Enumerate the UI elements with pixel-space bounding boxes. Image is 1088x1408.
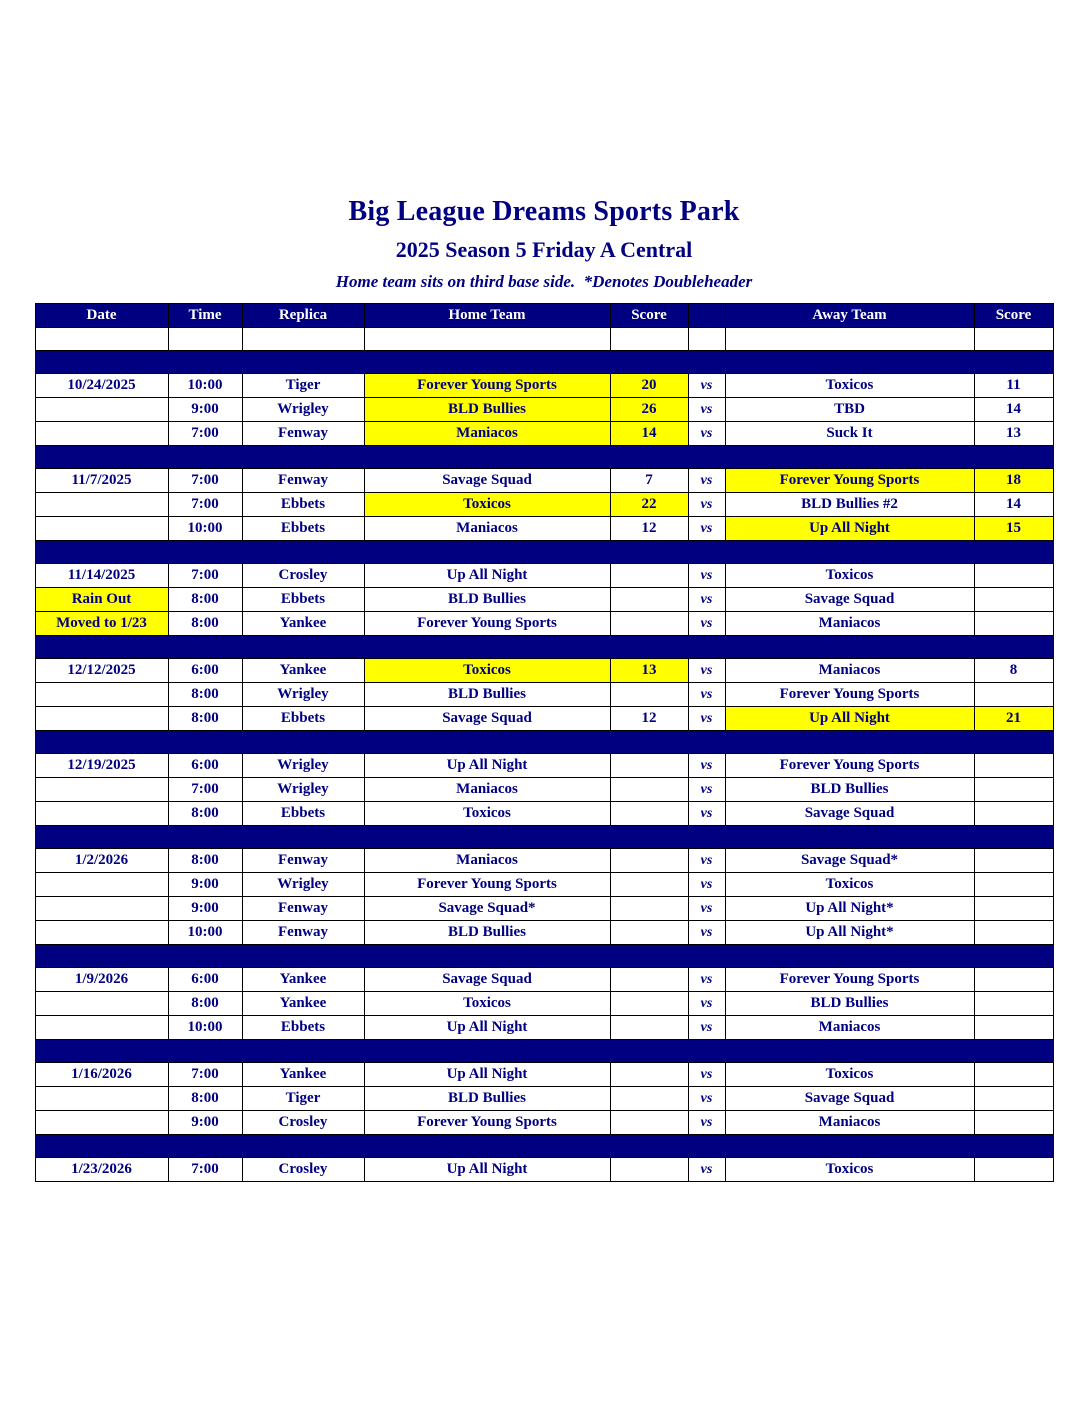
game-row	[35, 612, 1053, 636]
away-score-cell: 14	[974, 493, 1053, 517]
separator-row	[35, 541, 1053, 564]
table-header-row	[35, 304, 1053, 328]
replica-cell: Ebbets	[242, 1016, 364, 1040]
home-team-cell: Maniacos	[364, 422, 610, 446]
date-cell: 1/23/2026	[35, 1158, 168, 1182]
game-row	[35, 873, 1053, 897]
page-header	[0, 0, 1088, 292]
date-cell	[35, 1016, 168, 1040]
home-score-cell	[610, 778, 688, 802]
away-score-cell	[974, 1063, 1053, 1087]
home-score-cell	[610, 1158, 688, 1182]
away-score-cell: 14	[974, 398, 1053, 422]
home-score-cell	[610, 612, 688, 636]
time-cell: 10:00	[168, 921, 242, 945]
date-cell	[35, 398, 168, 422]
home-score-cell: 7	[610, 469, 688, 493]
home-score-cell	[610, 802, 688, 826]
time-cell: 10:00	[168, 517, 242, 541]
home-score-cell: 26	[610, 398, 688, 422]
separator-cell	[35, 541, 1053, 564]
home-team-cell: Forever Young Sports	[364, 1111, 610, 1135]
replica-cell: Fenway	[242, 422, 364, 446]
time-cell: 10:00	[168, 1016, 242, 1040]
home-score-cell: 22	[610, 493, 688, 517]
date-cell: Moved to 1/23	[35, 612, 168, 636]
vs-cell: vs	[688, 517, 725, 541]
vs-cell: vs	[688, 897, 725, 921]
away-team-cell: Forever Young Sports	[725, 754, 974, 778]
game-row	[35, 754, 1053, 778]
home-team-cell: Forever Young Sports	[364, 374, 610, 398]
away-score-cell	[974, 612, 1053, 636]
away-score-cell: 13	[974, 422, 1053, 446]
page-subtitle: 2025 Season 5 Friday A Central	[395, 237, 693, 262]
vs-cell: vs	[688, 398, 725, 422]
away-team-cell: Maniacos	[725, 659, 974, 683]
replica-cell: Fenway	[242, 921, 364, 945]
away-team-cell: Savage Squad*	[725, 849, 974, 873]
game-row	[35, 968, 1053, 992]
time-cell	[168, 328, 242, 351]
home-score-cell	[610, 1016, 688, 1040]
home-team-cell: BLD Bullies	[364, 921, 610, 945]
replica-cell: Wrigley	[242, 398, 364, 422]
vs-cell: vs	[688, 564, 725, 588]
time-cell: 8:00	[168, 992, 242, 1016]
home-team-cell: Toxicos	[364, 802, 610, 826]
home-team-cell: Maniacos	[364, 849, 610, 873]
replica-cell: Wrigley	[242, 778, 364, 802]
home-team-cell: BLD Bullies	[364, 1087, 610, 1111]
game-row	[35, 588, 1053, 612]
vs-cell: vs	[688, 659, 725, 683]
date-cell	[35, 493, 168, 517]
date-cell: 1/16/2026	[35, 1063, 168, 1087]
away-team-cell: Suck It	[725, 422, 974, 446]
home-score-cell	[610, 1111, 688, 1135]
separator-cell	[35, 945, 1053, 968]
date-cell	[35, 1087, 168, 1111]
date-cell: 1/2/2026	[35, 849, 168, 873]
away-team-cell: BLD Bullies	[725, 778, 974, 802]
game-row	[35, 1111, 1053, 1135]
header-vs	[688, 304, 725, 328]
time-cell: 8:00	[168, 612, 242, 636]
home-team-cell: Up All Night	[364, 564, 610, 588]
replica-cell	[242, 328, 364, 351]
time-cell: 10:00	[168, 374, 242, 398]
away-score-cell	[974, 588, 1053, 612]
home-score-cell	[610, 328, 688, 351]
time-cell: 8:00	[168, 802, 242, 826]
time-cell: 8:00	[168, 588, 242, 612]
vs-cell: vs	[688, 1111, 725, 1135]
game-row	[35, 564, 1053, 588]
date-cell	[35, 921, 168, 945]
replica-cell: Yankee	[242, 968, 364, 992]
replica-cell: Fenway	[242, 897, 364, 921]
date-cell: 11/7/2025	[35, 469, 168, 493]
away-team-cell: Maniacos	[725, 612, 974, 636]
away-score-cell	[974, 968, 1053, 992]
game-row	[35, 1087, 1053, 1111]
home-team-cell: Up All Night	[364, 1016, 610, 1040]
separator-cell	[35, 731, 1053, 754]
replica-cell: Wrigley	[242, 873, 364, 897]
replica-cell: Fenway	[242, 469, 364, 493]
away-score-cell: 11	[974, 374, 1053, 398]
away-team-cell: Toxicos	[725, 1063, 974, 1087]
away-team-cell: Toxicos	[725, 873, 974, 897]
replica-cell: Tiger	[242, 374, 364, 398]
date-cell	[35, 802, 168, 826]
home-score-cell	[610, 683, 688, 707]
time-cell: 6:00	[168, 968, 242, 992]
schedule-table-body	[35, 328, 1053, 1182]
replica-cell: Crosley	[242, 1158, 364, 1182]
header-time: Time	[168, 304, 242, 328]
date-cell	[35, 992, 168, 1016]
game-row	[35, 802, 1053, 826]
game-row	[35, 517, 1053, 541]
header-away-score: Score	[974, 304, 1053, 328]
header-home-team: Home Team	[364, 304, 610, 328]
time-cell: 8:00	[168, 1087, 242, 1111]
game-row	[35, 707, 1053, 731]
vs-cell: vs	[688, 802, 725, 826]
replica-cell: Ebbets	[242, 588, 364, 612]
away-team-cell: Toxicos	[725, 564, 974, 588]
away-team-cell: Maniacos	[725, 1111, 974, 1135]
home-team-cell: Up All Night	[364, 1063, 610, 1087]
away-team-cell: Forever Young Sports	[725, 968, 974, 992]
away-team-cell: BLD Bullies #2	[725, 493, 974, 517]
away-score-cell	[974, 1158, 1053, 1182]
vs-cell	[688, 328, 725, 351]
vs-cell: vs	[688, 968, 725, 992]
time-cell: 8:00	[168, 707, 242, 731]
away-score-cell	[974, 802, 1053, 826]
header-away-team: Away Team	[725, 304, 974, 328]
away-score-cell	[974, 683, 1053, 707]
away-score-cell: 15	[974, 517, 1053, 541]
away-score-cell	[974, 921, 1053, 945]
home-team-cell: Maniacos	[364, 517, 610, 541]
home-team-cell: Up All Night	[364, 754, 610, 778]
vs-cell: vs	[688, 1063, 725, 1087]
game-row	[35, 1158, 1053, 1182]
date-cell	[35, 707, 168, 731]
replica-cell: Ebbets	[242, 707, 364, 731]
home-score-cell	[610, 873, 688, 897]
date-cell	[35, 778, 168, 802]
replica-cell: Yankee	[242, 659, 364, 683]
vs-cell: vs	[688, 588, 725, 612]
time-cell: 9:00	[168, 398, 242, 422]
home-team-cell: Toxicos	[364, 992, 610, 1016]
away-score-cell: 18	[974, 469, 1053, 493]
home-score-cell: 12	[610, 517, 688, 541]
home-team-cell: Savage Squad	[364, 707, 610, 731]
away-team-cell: Up All Night*	[725, 921, 974, 945]
home-team-cell: BLD Bullies	[364, 683, 610, 707]
separator-row	[35, 351, 1053, 374]
away-team-cell: Up All Night*	[725, 897, 974, 921]
time-cell: 8:00	[168, 849, 242, 873]
time-cell: 7:00	[168, 493, 242, 517]
game-row	[35, 897, 1053, 921]
time-cell: 6:00	[168, 659, 242, 683]
date-cell	[35, 873, 168, 897]
away-team-cell: BLD Bullies	[725, 992, 974, 1016]
vs-cell: vs	[688, 707, 725, 731]
away-score-cell	[974, 328, 1053, 351]
replica-cell: Wrigley	[242, 754, 364, 778]
time-cell: 6:00	[168, 754, 242, 778]
away-team-cell: Savage Squad	[725, 802, 974, 826]
away-team-cell: Up All Night	[725, 707, 974, 731]
separator-row	[35, 826, 1053, 849]
game-row	[35, 778, 1053, 802]
home-team-cell: Toxicos	[364, 659, 610, 683]
replica-cell: Tiger	[242, 1087, 364, 1111]
date-cell: 12/12/2025	[35, 659, 168, 683]
vs-cell: vs	[688, 992, 725, 1016]
game-row	[35, 849, 1053, 873]
separator-row	[35, 446, 1053, 469]
schedule-table	[35, 303, 1054, 1182]
spacer-row	[35, 328, 1053, 351]
date-cell	[35, 897, 168, 921]
replica-cell: Ebbets	[242, 517, 364, 541]
away-team-cell: TBD	[725, 398, 974, 422]
game-row	[35, 398, 1053, 422]
home-team-cell: Forever Young Sports	[364, 612, 610, 636]
separator-cell	[35, 826, 1053, 849]
date-cell	[35, 1111, 168, 1135]
game-row	[35, 921, 1053, 945]
separator-cell	[35, 636, 1053, 659]
page-note: Home team sits on third base side. *Denotes Doubleheader	[335, 272, 753, 291]
date-cell: 11/14/2025	[35, 564, 168, 588]
home-score-cell	[610, 992, 688, 1016]
separator-row	[35, 731, 1053, 754]
header-home-score: Score	[610, 304, 688, 328]
date-cell: 12/19/2025	[35, 754, 168, 778]
game-row	[35, 659, 1053, 683]
vs-cell: vs	[688, 1158, 725, 1182]
home-team-cell: Savage Squad	[364, 469, 610, 493]
away-team-cell: Savage Squad	[725, 588, 974, 612]
header-replica: Replica	[242, 304, 364, 328]
away-score-cell	[974, 1087, 1053, 1111]
away-team-cell: Forever Young Sports	[725, 683, 974, 707]
separator-row	[35, 636, 1053, 659]
game-row	[35, 422, 1053, 446]
home-score-cell	[610, 1087, 688, 1111]
away-score-cell	[974, 1016, 1053, 1040]
game-row	[35, 1016, 1053, 1040]
vs-cell: vs	[688, 873, 725, 897]
home-team-cell: Toxicos	[364, 493, 610, 517]
replica-cell: Crosley	[242, 564, 364, 588]
game-row	[35, 683, 1053, 707]
separator-cell	[35, 1040, 1053, 1063]
date-cell: 10/24/2025	[35, 374, 168, 398]
replica-cell: Ebbets	[242, 802, 364, 826]
home-score-cell	[610, 564, 688, 588]
time-cell: 7:00	[168, 778, 242, 802]
game-row	[35, 493, 1053, 517]
vs-cell: vs	[688, 1087, 725, 1111]
vs-cell: vs	[688, 921, 725, 945]
away-team-cell: Forever Young Sports	[725, 469, 974, 493]
date-cell: 1/9/2026	[35, 968, 168, 992]
replica-cell: Yankee	[242, 612, 364, 636]
away-team-cell: Toxicos	[725, 374, 974, 398]
away-score-cell	[974, 778, 1053, 802]
date-cell	[35, 683, 168, 707]
home-score-cell	[610, 1063, 688, 1087]
away-score-cell	[974, 849, 1053, 873]
home-score-cell	[610, 849, 688, 873]
away-team-cell: Up All Night	[725, 517, 974, 541]
home-team-cell: Up All Night	[364, 1158, 610, 1182]
vs-cell: vs	[688, 683, 725, 707]
vs-cell: vs	[688, 374, 725, 398]
vs-cell: vs	[688, 469, 725, 493]
home-team-cell: BLD Bullies	[364, 398, 610, 422]
separator-cell	[35, 351, 1053, 374]
replica-cell: Yankee	[242, 1063, 364, 1087]
vs-cell: vs	[688, 754, 725, 778]
home-score-cell	[610, 921, 688, 945]
date-cell	[35, 422, 168, 446]
time-cell: 7:00	[168, 1063, 242, 1087]
date-cell: Rain Out	[35, 588, 168, 612]
replica-cell: Ebbets	[242, 493, 364, 517]
vs-cell: vs	[688, 493, 725, 517]
time-cell: 9:00	[168, 897, 242, 921]
home-team-cell: BLD Bullies	[364, 588, 610, 612]
vs-cell: vs	[688, 778, 725, 802]
home-score-cell: 20	[610, 374, 688, 398]
separator-row	[35, 945, 1053, 968]
home-score-cell: 14	[610, 422, 688, 446]
home-team-cell	[364, 328, 610, 351]
game-row	[35, 992, 1053, 1016]
away-score-cell	[974, 992, 1053, 1016]
away-score-cell	[974, 564, 1053, 588]
away-score-cell	[974, 1111, 1053, 1135]
separator-row	[35, 1040, 1053, 1063]
replica-cell: Wrigley	[242, 683, 364, 707]
away-score-cell	[974, 873, 1053, 897]
replica-cell: Crosley	[242, 1111, 364, 1135]
home-score-cell	[610, 754, 688, 778]
home-score-cell	[610, 897, 688, 921]
away-score-cell	[974, 897, 1053, 921]
time-cell: 8:00	[168, 683, 242, 707]
game-row	[35, 1063, 1053, 1087]
time-cell: 9:00	[168, 1111, 242, 1135]
away-team-cell: Savage Squad	[725, 1087, 974, 1111]
vs-cell: vs	[688, 1016, 725, 1040]
game-row	[35, 374, 1053, 398]
time-cell: 7:00	[168, 422, 242, 446]
home-team-cell: Forever Young Sports	[364, 873, 610, 897]
separator-cell	[35, 446, 1053, 469]
home-team-cell: Savage Squad*	[364, 897, 610, 921]
game-row	[35, 469, 1053, 493]
replica-cell: Fenway	[242, 849, 364, 873]
away-score-cell: 21	[974, 707, 1053, 731]
away-score-cell	[974, 754, 1053, 778]
time-cell: 7:00	[168, 1158, 242, 1182]
away-team-cell	[725, 328, 974, 351]
page-title: Big League Dreams Sports Park	[348, 196, 740, 227]
vs-cell: vs	[688, 422, 725, 446]
away-team-cell: Toxicos	[725, 1158, 974, 1182]
vs-cell: vs	[688, 612, 725, 636]
vs-cell: vs	[688, 849, 725, 873]
home-score-cell: 12	[610, 707, 688, 731]
away-team-cell: Maniacos	[725, 1016, 974, 1040]
time-cell: 9:00	[168, 873, 242, 897]
home-score-cell: 13	[610, 659, 688, 683]
away-score-cell: 8	[974, 659, 1053, 683]
time-cell: 7:00	[168, 564, 242, 588]
home-team-cell: Savage Squad	[364, 968, 610, 992]
date-cell	[35, 517, 168, 541]
home-score-cell	[610, 968, 688, 992]
replica-cell: Yankee	[242, 992, 364, 1016]
header-date: Date	[35, 304, 168, 328]
date-cell	[35, 328, 168, 351]
separator-cell	[35, 1135, 1053, 1158]
time-cell: 7:00	[168, 469, 242, 493]
separator-row	[35, 1135, 1053, 1158]
home-team-cell: Maniacos	[364, 778, 610, 802]
home-score-cell	[610, 588, 688, 612]
